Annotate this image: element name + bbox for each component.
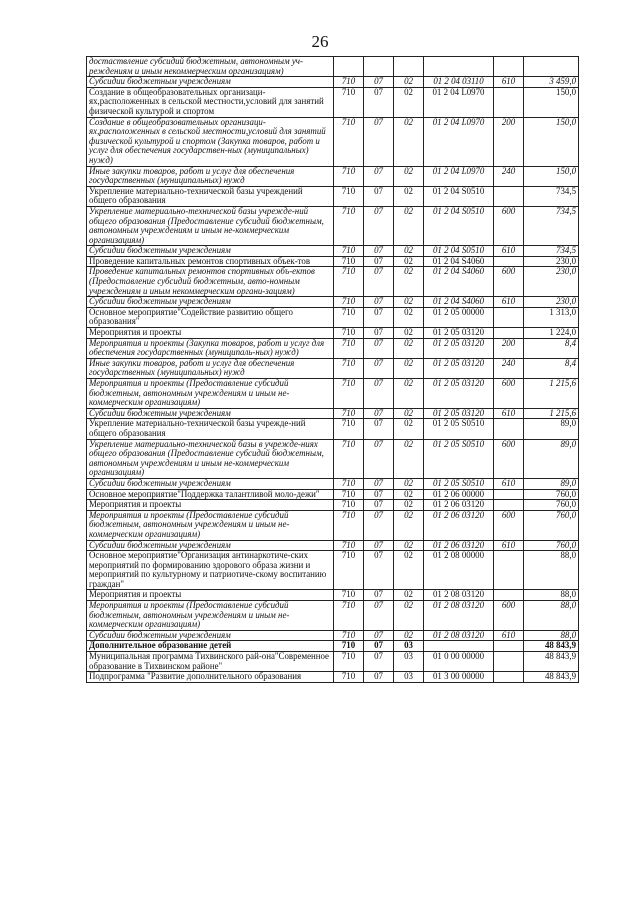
section-code-cell: 07: [364, 246, 394, 257]
subsection-code-cell: 02: [394, 87, 424, 117]
table-row: [87, 77, 579, 88]
subsection-code-cell: [394, 57, 424, 77]
subsection-code-cell: 02: [394, 500, 424, 511]
target-article-code-cell: 01 2 05 00000: [424, 307, 494, 327]
subsection-code-cell: 02: [394, 186, 424, 206]
expense-type-code-cell: 600: [494, 379, 524, 409]
gr-code-cell: 710: [334, 267, 364, 297]
gr-code-cell: 710: [334, 641, 364, 652]
expense-type-code-cell: 600: [494, 267, 524, 297]
expense-type-code-cell: [494, 500, 524, 511]
page-number: 26: [311, 32, 329, 51]
subsection-code-cell: 02: [394, 551, 424, 590]
subsection-code-cell: 02: [394, 510, 424, 540]
gr-code-cell: 710: [334, 297, 364, 308]
expense-type-code-cell: 610: [494, 246, 524, 257]
amount-cell: 760,0: [524, 489, 579, 500]
section-code-cell: 07: [364, 652, 394, 672]
target-article-code-cell: 01 0 00 00000: [424, 652, 494, 672]
row-name-cell: Субсидии бюджетным учреждениям: [87, 297, 334, 308]
gr-code-cell: 710: [334, 328, 364, 339]
table-row: [87, 601, 579, 631]
amount-cell: 1 313,0: [524, 307, 579, 327]
section-code-cell: 07: [364, 297, 394, 308]
target-article-code-cell: [424, 641, 494, 652]
row-name-cell: Основное мероприятие"Содействие развитию общего образования": [87, 307, 334, 327]
section-code-cell: 07: [364, 601, 394, 631]
amount-cell: 48 843,9: [524, 672, 579, 683]
amount-cell: 88,0: [524, 551, 579, 590]
gr-code-cell: 710: [334, 630, 364, 641]
section-code-cell: 07: [364, 358, 394, 378]
target-article-code-cell: 01 2 08 03120: [424, 590, 494, 601]
subsection-code-cell: 02: [394, 297, 424, 308]
subsection-code-cell: 02: [394, 601, 424, 631]
row-name-cell: Иные закупки товаров, работ и услуг для обеспечения государственных (муниципальных) нужд: [87, 358, 334, 378]
target-article-code-cell: 01 2 04 S4060: [424, 256, 494, 267]
subsection-code-cell: 02: [394, 206, 424, 245]
table-row: [87, 540, 579, 551]
table-row: [87, 307, 579, 327]
gr-code-cell: 710: [334, 540, 364, 551]
target-article-code-cell: 01 2 06 00000: [424, 489, 494, 500]
subsection-code-cell: 02: [394, 439, 424, 478]
amount-cell: 150,0: [524, 117, 579, 166]
amount-cell: 150,0: [524, 87, 579, 117]
subsection-code-cell: 02: [394, 478, 424, 489]
section-code-cell: 07: [364, 256, 394, 267]
subsection-code-cell: 02: [394, 328, 424, 339]
table-row: [87, 489, 579, 500]
amount-cell: 48 843,9: [524, 652, 579, 672]
row-name-cell: Мероприятия и проекты (Предоставление субсидий бюджетным, автономным учреждениям и иным не-коммерческим организациям): [87, 601, 334, 631]
expense-type-code-cell: 240: [494, 358, 524, 378]
table-row: [87, 408, 579, 419]
expense-type-code-cell: [494, 652, 524, 672]
section-code-cell: 07: [364, 500, 394, 511]
target-article-code-cell: 01 2 06 03120: [424, 500, 494, 511]
expense-type-code-cell: [494, 590, 524, 601]
table-row: [87, 379, 579, 409]
amount-cell: 230,0: [524, 267, 579, 297]
subsection-code-cell: 02: [394, 77, 424, 88]
gr-code-cell: 710: [334, 358, 364, 378]
amount-cell: 48 843,9: [524, 641, 579, 652]
amount-cell: 150,0: [524, 166, 579, 186]
amount-cell: 89,0: [524, 419, 579, 439]
subsection-code-cell: 02: [394, 590, 424, 601]
table-row: [87, 246, 579, 257]
amount-cell: 1 215,6: [524, 379, 579, 409]
budget-table-body: [87, 57, 579, 683]
expense-type-code-cell: 610: [494, 478, 524, 489]
expense-type-code-cell: [494, 307, 524, 327]
expense-type-code-cell: 600: [494, 601, 524, 631]
table-row: [87, 206, 579, 245]
amount-cell: 8,4: [524, 338, 579, 358]
amount-cell: 1 224,0: [524, 328, 579, 339]
gr-code-cell: 710: [334, 652, 364, 672]
subsection-code-cell: 02: [394, 256, 424, 267]
amount-cell: 734,5: [524, 206, 579, 245]
gr-code-cell: 710: [334, 439, 364, 478]
row-name-cell: Создание в общеобразовательных организаци-ях,расположенных в сельской местности,условий для занятий физической культурой и спортом: [87, 87, 334, 117]
table-row: [87, 500, 579, 511]
subsection-code-cell: 03: [394, 652, 424, 672]
section-code-cell: 07: [364, 328, 394, 339]
table-row: [87, 166, 579, 186]
section-code-cell: 07: [364, 379, 394, 409]
row-name-cell: достаствление субсидий бюджетным, автономным уч-реждениям и иным некоммерческим организациям): [87, 57, 334, 77]
row-name-cell: Иные закупки товаров, работ и услуг для обеспечения государственных (муниципальных) нужд: [87, 166, 334, 186]
amount-cell: 734,5: [524, 246, 579, 257]
row-name-cell: Субсидии бюджетным учреждениям: [87, 540, 334, 551]
section-code-cell: 07: [364, 87, 394, 117]
amount-cell: 8,4: [524, 358, 579, 378]
section-code-cell: [364, 57, 394, 77]
row-name-cell: Субсидии бюджетным учреждениям: [87, 408, 334, 419]
target-article-code-cell: 01 2 06 03120: [424, 510, 494, 540]
section-code-cell: 07: [364, 478, 394, 489]
table-row: [87, 510, 579, 540]
table-row: [87, 267, 579, 297]
gr-code-cell: 710: [334, 87, 364, 117]
subsection-code-cell: 02: [394, 267, 424, 297]
table-row: [87, 297, 579, 308]
subsection-code-cell: 02: [394, 540, 424, 551]
section-code-cell: 07: [364, 419, 394, 439]
row-name-cell: Проведение капитальных ремонтов спортивных объ-ектов (Предоставление субсидий бюджетным, авто-номным учреждениям и иным некоммерческим органи-зациям): [87, 267, 334, 297]
row-name-cell: Субсидии бюджетным учреждениям: [87, 630, 334, 641]
gr-code-cell: 710: [334, 166, 364, 186]
gr-code-cell: 710: [334, 590, 364, 601]
expense-type-code-cell: 200: [494, 117, 524, 166]
table-row: [87, 419, 579, 439]
gr-code-cell: 710: [334, 489, 364, 500]
target-article-code-cell: 01 2 05 03120: [424, 338, 494, 358]
expense-type-code-cell: [494, 551, 524, 590]
target-article-code-cell: 01 2 08 03120: [424, 601, 494, 631]
section-code-cell: 07: [364, 206, 394, 245]
gr-code-cell: 710: [334, 672, 364, 683]
row-name-cell: Дополнительное образование детей: [87, 641, 334, 652]
expense-type-code-cell: 610: [494, 408, 524, 419]
section-code-cell: 07: [364, 307, 394, 327]
section-code-cell: 07: [364, 117, 394, 166]
subsection-code-cell: 03: [394, 641, 424, 652]
row-name-cell: Укрепление материально-технической базы учреждений общего образования: [87, 186, 334, 206]
subsection-code-cell: 02: [394, 379, 424, 409]
budget-table: [86, 56, 579, 683]
target-article-code-cell: 01 2 04 L0970: [424, 87, 494, 117]
section-code-cell: 07: [364, 186, 394, 206]
amount-cell: [524, 57, 579, 77]
row-name-cell: Укрепление материально-технической базы учрежде-ний общего образования: [87, 419, 334, 439]
subsection-code-cell: 02: [394, 117, 424, 166]
section-code-cell: 07: [364, 590, 394, 601]
row-name-cell: Подпрограмма "Развитие дополнительного образования: [87, 672, 334, 683]
table-row: [87, 117, 579, 166]
amount-cell: 734,5: [524, 186, 579, 206]
expense-type-code-cell: 610: [494, 297, 524, 308]
table-row: [87, 551, 579, 590]
subsection-code-cell: 02: [394, 408, 424, 419]
gr-code-cell: 710: [334, 117, 364, 166]
table-row: [87, 57, 579, 77]
table-row: [87, 590, 579, 601]
subsection-code-cell: 02: [394, 307, 424, 327]
row-name-cell: Проведение капитальных ремонтов спортивных объек-тов: [87, 256, 334, 267]
amount-cell: 760,0: [524, 510, 579, 540]
subsection-code-cell: 02: [394, 166, 424, 186]
target-article-code-cell: 01 2 04 S4060: [424, 297, 494, 308]
expense-type-code-cell: [494, 672, 524, 683]
subsection-code-cell: 03: [394, 672, 424, 683]
section-code-cell: 07: [364, 267, 394, 297]
gr-code-cell: 710: [334, 186, 364, 206]
target-article-code-cell: 01 2 04 L0970: [424, 117, 494, 166]
section-code-cell: 07: [364, 338, 394, 358]
amount-cell: 88,0: [524, 601, 579, 631]
gr-code-cell: 710: [334, 256, 364, 267]
target-article-code-cell: 01 2 04 03110: [424, 77, 494, 88]
gr-code-cell: 710: [334, 338, 364, 358]
row-name-cell: Мероприятия и проекты (Предоставление субсидий бюджетным, автономным учреждениям и иным не-коммерческим организациям): [87, 510, 334, 540]
expense-type-code-cell: [494, 489, 524, 500]
table-row: [87, 652, 579, 672]
section-code-cell: 07: [364, 166, 394, 186]
gr-code-cell: 710: [334, 601, 364, 631]
table-row: [87, 672, 579, 683]
expense-type-code-cell: 600: [494, 206, 524, 245]
amount-cell: 88,0: [524, 590, 579, 601]
row-name-cell: Основное мероприятие"Организация антинаркотиче-ских мероприятий по формированию здорового образа жизни и мероприятий по культурному и патриотиче-скому воспитанию граждан": [87, 551, 334, 590]
target-article-code-cell: [424, 57, 494, 77]
section-code-cell: 07: [364, 672, 394, 683]
row-name-cell: Мероприятия и проекты: [87, 328, 334, 339]
expense-type-code-cell: 600: [494, 510, 524, 540]
target-article-code-cell: 01 3 00 00000: [424, 672, 494, 683]
section-code-cell: 07: [364, 489, 394, 500]
expense-type-code-cell: [494, 328, 524, 339]
gr-code-cell: 710: [334, 408, 364, 419]
target-article-code-cell: 01 2 06 03120: [424, 540, 494, 551]
amount-cell: 3 459,0: [524, 77, 579, 88]
amount-cell: 230,0: [524, 256, 579, 267]
expense-type-code-cell: 240: [494, 166, 524, 186]
section-code-cell: 07: [364, 551, 394, 590]
gr-code-cell: 710: [334, 307, 364, 327]
row-name-cell: Мероприятия и проекты: [87, 590, 334, 601]
table-row: [87, 328, 579, 339]
section-code-cell: 07: [364, 641, 394, 652]
expense-type-code-cell: [494, 186, 524, 206]
section-code-cell: 07: [364, 77, 394, 88]
expense-type-code-cell: [494, 419, 524, 439]
amount-cell: 760,0: [524, 540, 579, 551]
amount-cell: 230,0: [524, 297, 579, 308]
target-article-code-cell: 01 2 04 S0510: [424, 186, 494, 206]
target-article-code-cell: 01 2 05 S0510: [424, 478, 494, 489]
subsection-code-cell: 02: [394, 246, 424, 257]
table-row: [87, 478, 579, 489]
target-article-code-cell: 01 2 05 S0510: [424, 419, 494, 439]
subsection-code-cell: 02: [394, 419, 424, 439]
row-name-cell: Субсидии бюджетным учреждениям: [87, 246, 334, 257]
section-code-cell: 07: [364, 510, 394, 540]
section-code-cell: 07: [364, 630, 394, 641]
expense-type-code-cell: 200: [494, 338, 524, 358]
table-row: [87, 630, 579, 641]
target-article-code-cell: 01 2 04 S0510: [424, 206, 494, 245]
row-name-cell: Субсидии бюджетным учреждениям: [87, 478, 334, 489]
expense-type-code-cell: [494, 57, 524, 77]
table-row: [87, 358, 579, 378]
amount-cell: 89,0: [524, 439, 579, 478]
table-row: [87, 256, 579, 267]
subsection-code-cell: 02: [394, 630, 424, 641]
row-name-cell: Муниципальная программа Тихвинского рай-она"Современное образование в Тихвинском районе": [87, 652, 334, 672]
expense-type-code-cell: 610: [494, 77, 524, 88]
table-row: [87, 338, 579, 358]
gr-code-cell: 710: [334, 379, 364, 409]
expense-type-code-cell: [494, 641, 524, 652]
table-row: [87, 439, 579, 478]
gr-code-cell: 710: [334, 77, 364, 88]
table-row: [87, 186, 579, 206]
gr-code-cell: 710: [334, 478, 364, 489]
gr-code-cell: 710: [334, 246, 364, 257]
section-code-cell: 07: [364, 408, 394, 419]
row-name-cell: Создание в общеобразовательных организаци-ях,расположенных в сельской местности,условий для занятий физической культурой и спортом (Закупка товаров, работ и услуг для обеспечения государствен-ных (муниципальных) нужд): [87, 117, 334, 166]
subsection-code-cell: 02: [394, 489, 424, 500]
row-name-cell: Субсидии бюджетным учреждениям: [87, 77, 334, 88]
amount-cell: 88,0: [524, 630, 579, 641]
target-article-code-cell: 01 2 08 00000: [424, 551, 494, 590]
gr-code-cell: 710: [334, 206, 364, 245]
target-article-code-cell: 01 2 05 03120: [424, 358, 494, 378]
gr-code-cell: 710: [334, 419, 364, 439]
row-name-cell: Мероприятия и проекты (Закупка товаров, работ и услуг для обеспечения государственных (муниципаль-ных) нужд): [87, 338, 334, 358]
gr-code-cell: 710: [334, 551, 364, 590]
target-article-code-cell: 01 2 05 03120: [424, 408, 494, 419]
expense-type-code-cell: 610: [494, 540, 524, 551]
expense-type-code-cell: [494, 87, 524, 117]
gr-code-cell: 710: [334, 510, 364, 540]
gr-code-cell: [334, 57, 364, 77]
target-article-code-cell: 01 2 05 S0510: [424, 439, 494, 478]
amount-cell: 1 215,6: [524, 408, 579, 419]
table-row: [87, 641, 579, 652]
section-code-cell: 07: [364, 439, 394, 478]
expense-type-code-cell: 610: [494, 630, 524, 641]
subsection-code-cell: 02: [394, 358, 424, 378]
table-row: [87, 87, 579, 117]
expense-type-code-cell: [494, 256, 524, 267]
gr-code-cell: 710: [334, 500, 364, 511]
target-article-code-cell: 01 2 05 03120: [424, 379, 494, 409]
target-article-code-cell: 01 2 04 L0970: [424, 166, 494, 186]
expense-type-code-cell: 600: [494, 439, 524, 478]
target-article-code-cell: 01 2 04 S0510: [424, 246, 494, 257]
row-name-cell: Основное мероприятие"Поддержка талантливой моло-дежи": [87, 489, 334, 500]
row-name-cell: Укрепление материально-технической базы учрежде-ний общего образования (Предоставление субсидий бюджетным, автономным учреждениям и иным не-коммерческим организациям): [87, 206, 334, 245]
row-name-cell: Укрепление материально-технической базы в учрежде-ниях общего образования (Предоставление субсидий бюджетным, автономным учреждениям и иным не-коммерческим организациям): [87, 439, 334, 478]
amount-cell: 89,0: [524, 478, 579, 489]
amount-cell: 760,0: [524, 500, 579, 511]
row-name-cell: Мероприятия и проекты (Предоставление субсидий бюджетным, автономным учреждениям и иным не-коммерческим организациям): [87, 379, 334, 409]
target-article-code-cell: 01 2 04 S4060: [424, 267, 494, 297]
section-code-cell: 07: [364, 540, 394, 551]
target-article-code-cell: 01 2 08 03120: [424, 630, 494, 641]
target-article-code-cell: 01 2 05 03120: [424, 328, 494, 339]
subsection-code-cell: 02: [394, 338, 424, 358]
row-name-cell: Мероприятия и проекты: [87, 500, 334, 511]
